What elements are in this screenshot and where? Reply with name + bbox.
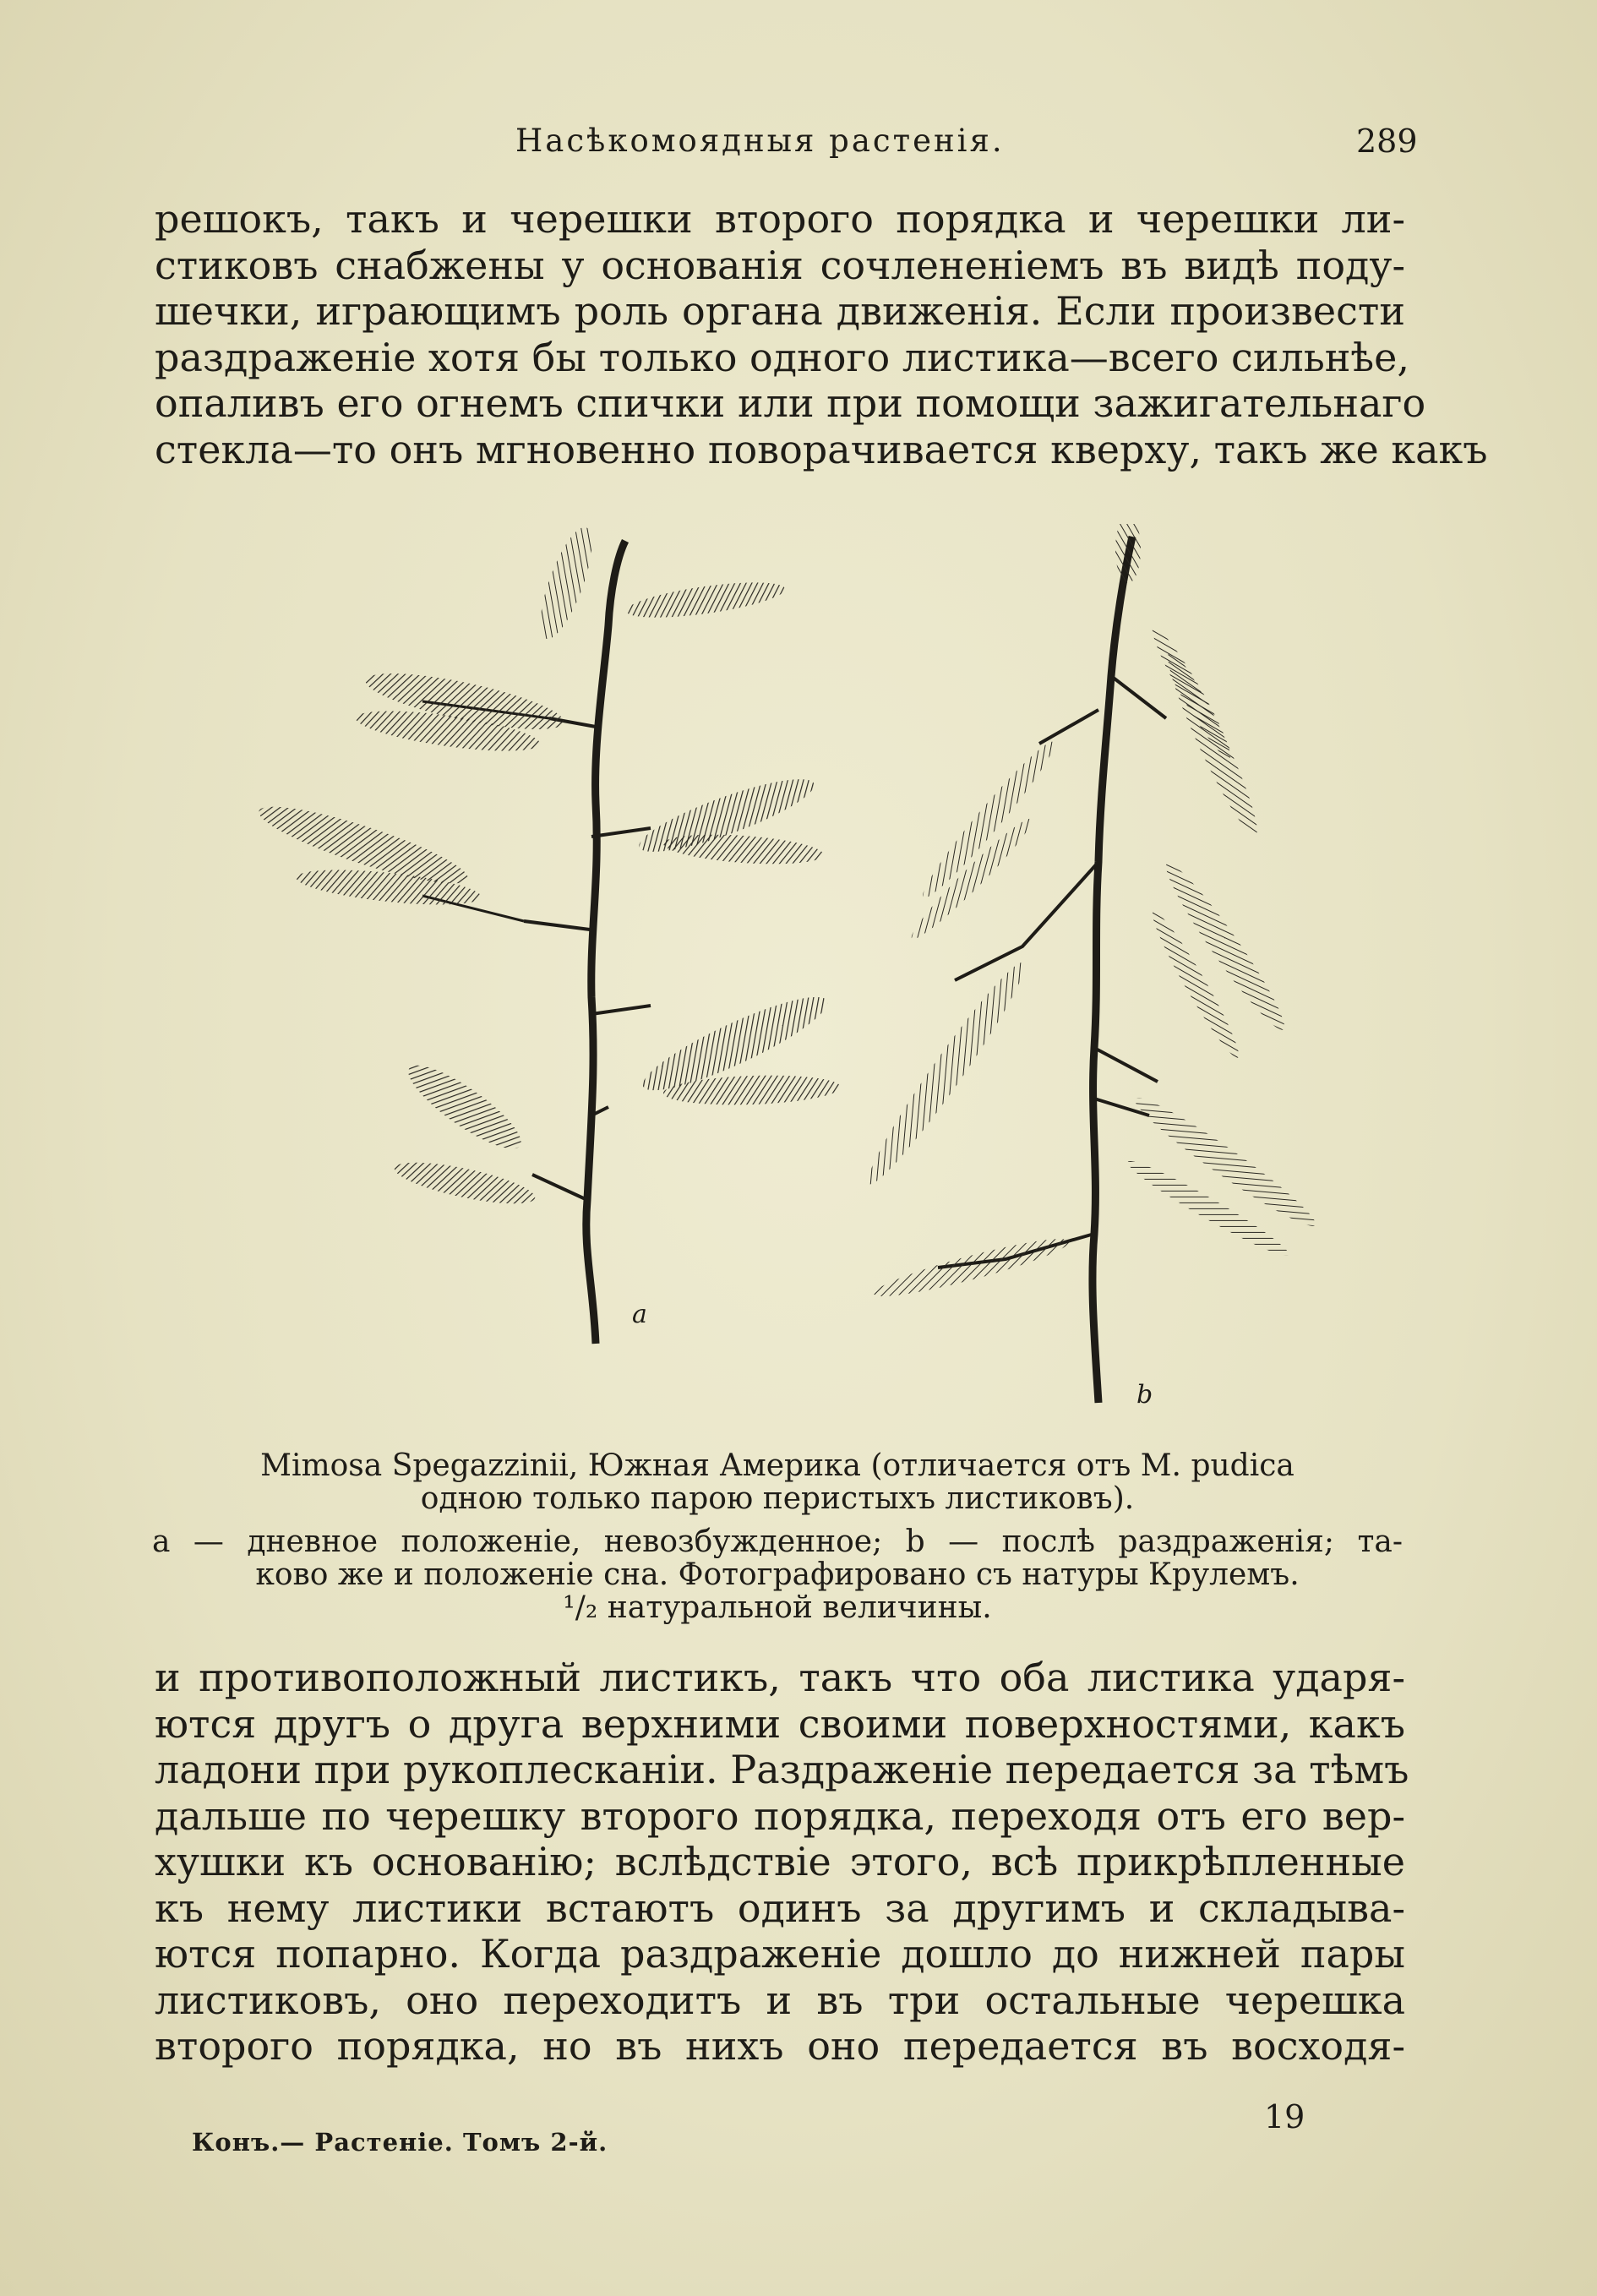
signature-mark: Конъ.— Растеніе. Томъ 2-й.: [192, 2128, 608, 2157]
caption-line: a — дневное положеніе, невозбужденное; b — послѣ раздраженія; та-: [152, 1524, 1403, 1559]
text-line: стиковъ снабжены у основанія сочлененіемъ въ видѣ поду-: [155, 242, 1405, 288]
text-line: ладони при рукоплесканіи. Раздраженіе передается за тѣмъ: [155, 1747, 1409, 1792]
text-line: опаливъ его огнемъ спички или при помощи зажигательнаго: [155, 380, 1426, 426]
paragraph-bottom: [155, 1655, 1409, 2070]
figure-caption-title: [152, 1449, 1403, 1515]
text-line: раздраженіе хотя бы только одного листика—всего сильнѣе,: [155, 334, 1409, 380]
text-line: второго порядка, но въ нихъ оно передается въ восходя-: [155, 2023, 1405, 2069]
signature-number: 19: [1264, 2098, 1305, 2135]
mimosa-illustration: [211, 524, 1394, 1420]
plant-b-drawing: [856, 524, 1322, 1410]
text-line: хушки къ основанію; вслѣдствіе этого, всѣ прикрѣпленные: [155, 1839, 1405, 1884]
caption-line: ково же и положеніе сна. Фотографировано съ натуры Крулемъ.: [255, 1557, 1300, 1592]
text-line: шечки, играющимъ роль органа движенія. Если произвести: [155, 288, 1405, 334]
text-line: ются другъ о друга верхними своими поверхностями, какъ: [155, 1700, 1405, 1747]
caption-scale: ¹/₂ натуральной величины.: [563, 1590, 992, 1625]
text-line: ются попарно. Когда раздраженіе дошло до нижней пары: [155, 1931, 1405, 1977]
page-header: [0, 123, 1597, 173]
figure-label-b: b: [1136, 1380, 1153, 1410]
caption-line: Mimosa Spegazzinii, Южная Америка (отличается отъ M. pudica: [260, 1448, 1294, 1483]
text-line: и противоположный листикъ, такъ что оба листика ударя-: [155, 1655, 1405, 1700]
caption-line: одною только парою перистыхъ листиковъ).: [420, 1481, 1135, 1516]
running-title: Насѣкомоядныя растенія.: [515, 123, 1005, 159]
text-line: къ нему листики встаютъ одинъ за другимъ и складыва-: [155, 1884, 1405, 1931]
text-line: листиковъ, оно переходитъ и въ три остальные черешка: [155, 1977, 1405, 2023]
plant-a-drawing: [253, 524, 842, 1344]
figure-caption-legend: [152, 1525, 1403, 1624]
text-line: дальше по черешку второго порядка, переходя отъ его вер-: [155, 1792, 1405, 1839]
paragraph-top: [155, 196, 1488, 472]
figure-label-a: a: [632, 1300, 647, 1329]
page-number: 289: [1356, 123, 1418, 160]
text-line: решокъ, такъ и черешки второго порядка и черешки ли-: [155, 196, 1405, 242]
text-line: стекла—то онъ мгновенно поворачивается кверху, такъ же какъ: [155, 426, 1488, 472]
